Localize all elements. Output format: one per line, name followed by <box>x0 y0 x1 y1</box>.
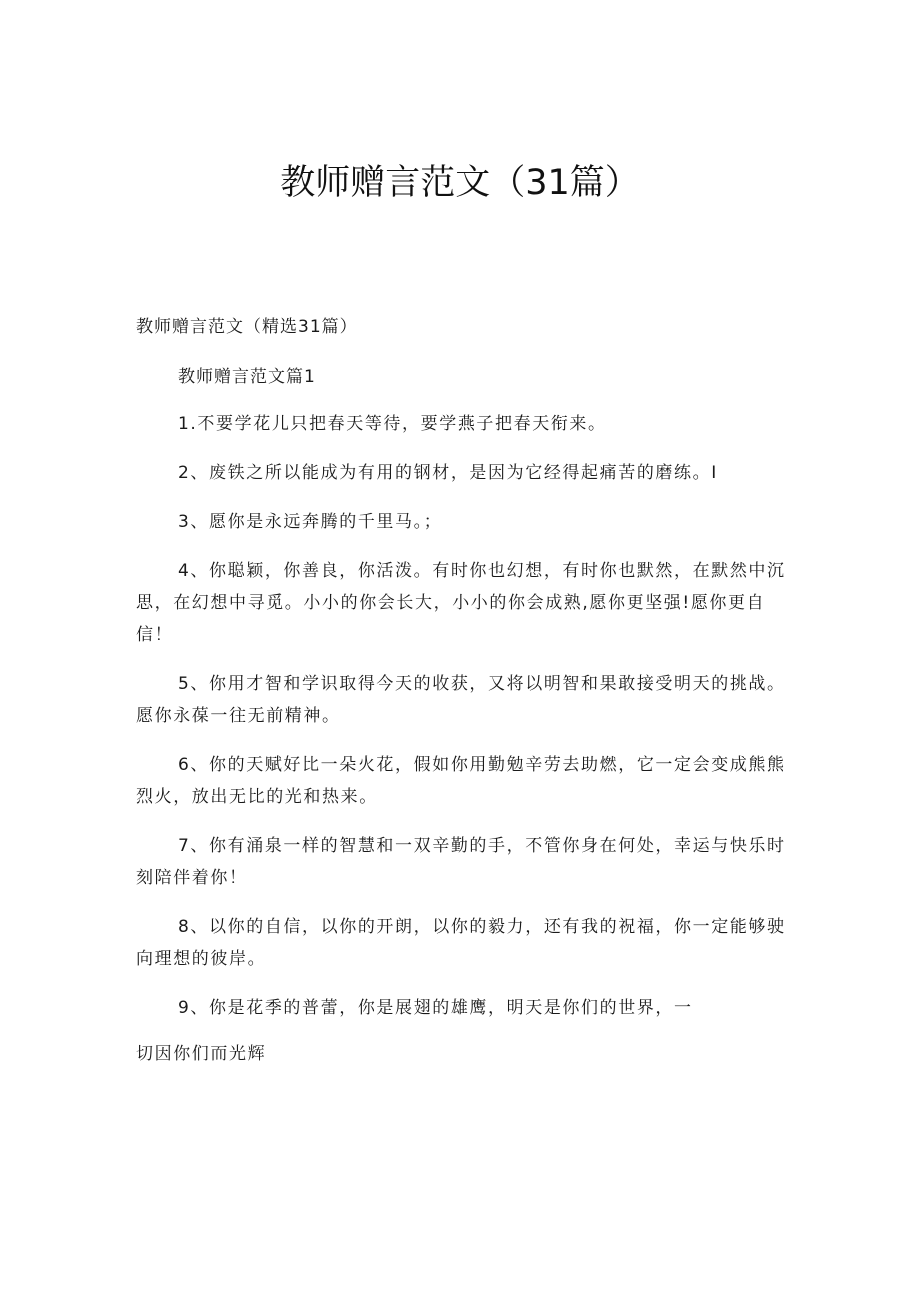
paragraph-item-2: 2、废铁之所以能成为有用的钢材，是因为它经得起痛苦的磨练。I <box>178 463 718 483</box>
document-body <box>136 361 791 1087</box>
document-title: 教师赠言范文（31篇） <box>280 163 640 203</box>
paragraph-item-6: 6、你的天赋好比一朵火花，假如你用勤勉辛劳去助燃，它一定会变成熊熊烈火，放出无比的光和热来。 <box>136 755 786 807</box>
section-heading: 教师赠言范文篇1 <box>178 367 316 387</box>
paragraph-item-8: 8、以你的自信，以你的开朗，以你的毅力，还有我的祝福，你一定能够驶向理想的彼岸。 <box>136 917 786 969</box>
paragraph-item-3: 3、愿你是永远奔腾的千里马。； <box>178 512 443 532</box>
paragraph-item-5: 5、你用才智和学识取得今天的收获，又将以明智和果敢接受明天的挑战。愿你永葆一往无前精神。 <box>136 674 786 726</box>
paragraph-item-7: 7、你有涌泉一样的智慧和一双辛勤的手，不管你身在何处，幸运与快乐时刻陪伴着你！ <box>136 836 786 888</box>
paragraph-item-9: 9、你是花季的普蕾，你是展翅的雄鹰，明天是你们的世界，一 <box>178 998 693 1018</box>
paragraph-item-1: 1.不要学花儿只把春天等待，要学燕子把春天衔来。 <box>178 414 607 434</box>
paragraph-item-9-continued: 切因你们而光辉 <box>136 1044 267 1064</box>
document-subtitle: 教师赠言范文（精选31篇） <box>136 317 358 337</box>
paragraph-item-4: 4、你聪颖，你善良，你活泼。有时你也幻想，有时你也默然，在默然中沉思，在幻想中寻觅。小小的你会长大，小小的你会成熟,愿你更坚强!愿你更自信！ <box>136 561 786 645</box>
